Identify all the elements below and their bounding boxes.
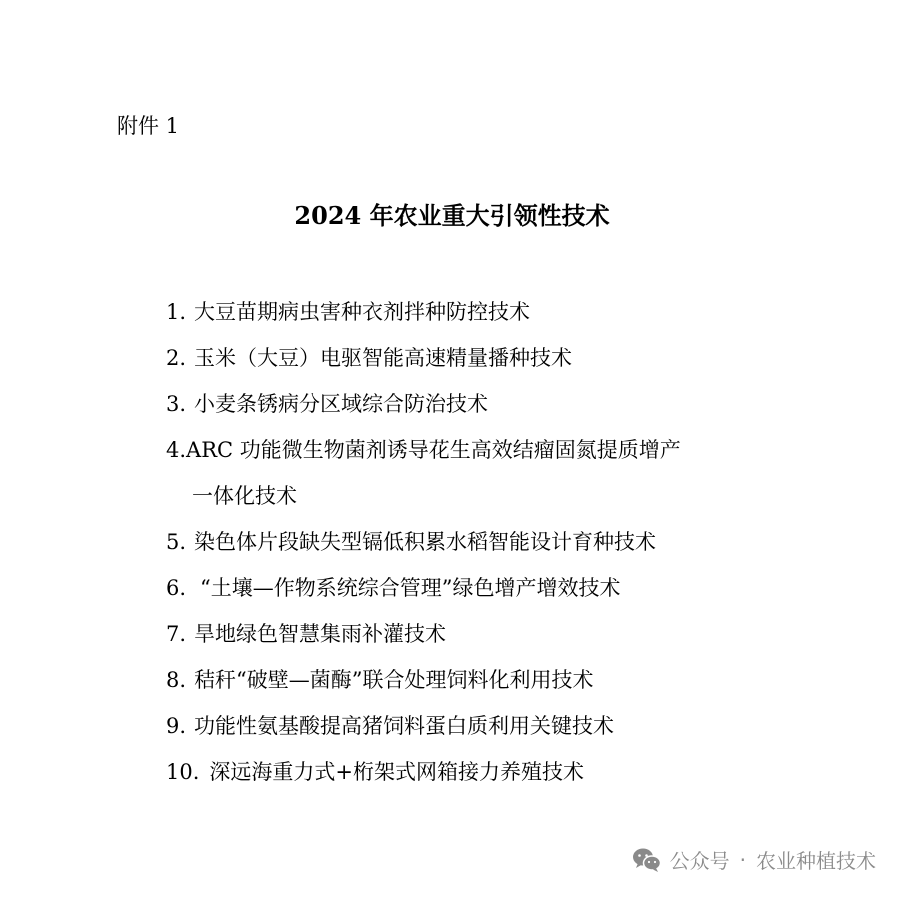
list-item-text: 旱地绿色智慧集雨补灌技术	[194, 622, 447, 646]
list-item	[166, 519, 786, 565]
list-item-text: 深远海重力式+桁架式网箱接力养殖技术	[209, 760, 585, 784]
list-item-continuation: 一体化技术	[192, 484, 297, 508]
watermark-prefix: 公众号	[669, 849, 730, 873]
list-item-text: 秸秆“破壁—菌酶”联合处理饲料化利用技术	[194, 668, 594, 692]
list-item-text: ARC 功能微生物菌剂诱导花生高效结瘤固氮提质增产	[186, 438, 681, 462]
attachment-label: 附件 1	[117, 114, 180, 138]
list-item-text: 染色体片段缺失型镉低积累水稻智能设计育种技术	[194, 530, 657, 554]
document-title: 2024 年农业重大引领性技术	[294, 201, 610, 230]
list-item-text: 功能性氨基酸提高猪饲料蛋白质利用关键技术	[194, 714, 615, 738]
list-item-number: 7.	[166, 622, 187, 646]
list-item	[166, 335, 786, 381]
list-item-number: 6.	[166, 576, 187, 600]
list-item	[166, 611, 786, 657]
list-item-number: 8.	[166, 668, 187, 692]
list-item-number: 9.	[166, 714, 187, 738]
list-item-number: 1.	[166, 300, 187, 324]
watermark-account-name: 农业种植技术	[756, 849, 876, 873]
list-item	[166, 381, 786, 427]
watermark-separator: ·	[739, 847, 746, 872]
list-item-text: 玉米（大豆）电驱智能高速精量播种技术	[194, 346, 573, 370]
list-item-number: 4.	[166, 438, 187, 462]
list-item	[166, 289, 786, 335]
list-item	[166, 749, 786, 795]
list-item-text: “土壤—作物系统综合管理”绿色增产增效技术	[200, 576, 621, 600]
list-item-number: 5.	[166, 530, 187, 554]
list-item-text: 大豆苗期病虫害种衣剂拌种防控技术	[194, 300, 531, 324]
list-item-number: 10.	[166, 760, 200, 784]
list-item	[166, 657, 786, 703]
list-item-number: 3.	[166, 392, 187, 416]
list-item	[166, 565, 786, 611]
list-item	[166, 427, 786, 519]
wechat-icon	[632, 847, 662, 873]
watermark	[632, 845, 876, 874]
list-item	[166, 703, 786, 749]
technology-list	[166, 289, 786, 795]
list-item-text: 小麦条锈病分区域综合防治技术	[194, 392, 489, 416]
list-item-number: 2.	[166, 346, 187, 370]
